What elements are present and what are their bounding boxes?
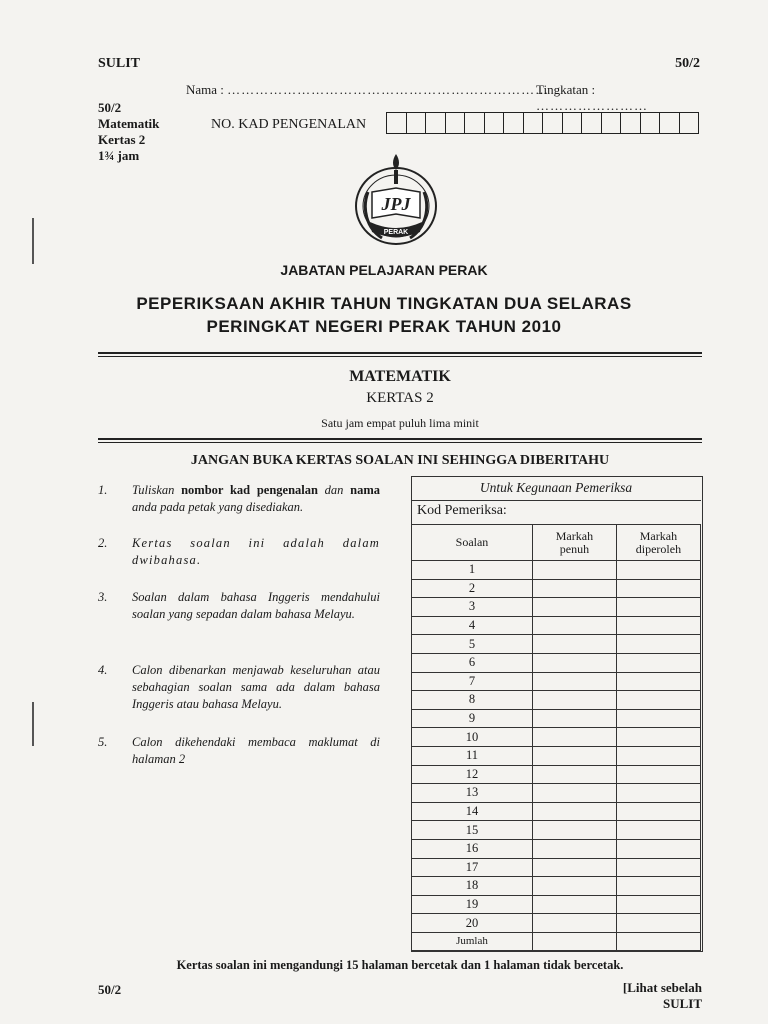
table-row <box>412 895 701 914</box>
question-number: 13 <box>412 784 533 803</box>
ic-digit-box[interactable] <box>621 113 641 133</box>
table-row <box>412 839 701 858</box>
marks-table <box>411 524 701 951</box>
table-row <box>412 616 701 635</box>
instruction-number: 2. <box>98 536 108 550</box>
paper-code-bottom: 50/2 <box>98 982 122 997</box>
question-number: 7 <box>412 672 533 691</box>
question-number: 3 <box>412 598 533 617</box>
question-number: 17 <box>412 858 533 877</box>
total-label: Jumlah <box>412 932 533 950</box>
instruction-number: 4. <box>98 663 108 677</box>
meta-code: 50/2 <box>98 100 122 115</box>
full-mark-cell[interactable] <box>532 839 616 858</box>
divider <box>98 352 702 354</box>
full-mark-cell[interactable] <box>532 635 616 654</box>
full-mark-cell[interactable] <box>532 821 616 840</box>
obtained-mark-cell[interactable] <box>616 877 700 896</box>
instruction-number: 1. <box>98 483 108 497</box>
ic-digit-box[interactable] <box>504 113 524 133</box>
obtained-mark-cell[interactable] <box>616 561 700 580</box>
question-number: 19 <box>412 895 533 914</box>
ic-number-label: NO. KAD PENGENALAN <box>211 117 367 132</box>
obtained-mark-cell[interactable] <box>616 895 700 914</box>
full-mark-cell[interactable] <box>532 914 616 933</box>
obtained-mark-cell[interactable] <box>616 709 700 728</box>
full-mark-cell[interactable] <box>532 728 616 747</box>
divider <box>411 500 701 501</box>
full-mark-cell[interactable] <box>532 579 616 598</box>
col-header-markah-diperoleh: Markah diperoleh <box>616 525 700 561</box>
table-row <box>412 709 701 728</box>
jpn-perak-logo-icon <box>348 148 444 252</box>
instruction-number: 3. <box>98 590 108 604</box>
obtained-mark-cell[interactable] <box>616 784 700 803</box>
question-number: 14 <box>412 802 533 821</box>
full-mark-cell[interactable] <box>532 709 616 728</box>
full-mark-cell[interactable] <box>532 672 616 691</box>
full-mark-cell[interactable] <box>532 802 616 821</box>
instruction-number: 5. <box>98 735 108 749</box>
total-row <box>412 932 701 950</box>
table-row <box>412 858 701 877</box>
divider <box>98 438 702 440</box>
table-row <box>412 728 701 747</box>
question-number: 4 <box>412 616 533 635</box>
paper-title: KERTAS 2 <box>366 390 434 406</box>
warning-heading: JANGAN BUKA KERTAS SOALAN INI SEHINGGA DIBERITAHU <box>190 453 610 468</box>
question-number: 6 <box>412 653 533 672</box>
sulit-label-bottom: SULIT <box>662 996 702 1011</box>
ic-digit-box[interactable] <box>563 113 583 133</box>
total-obtained-cell[interactable] <box>616 932 700 950</box>
full-mark-cell[interactable] <box>532 561 616 580</box>
question-number: 15 <box>412 821 533 840</box>
meta-duration: 1¾ jam <box>98 148 140 163</box>
tingkatan-field[interactable]: …………………… <box>536 98 648 113</box>
full-mark-cell[interactable] <box>532 877 616 896</box>
full-mark-cell[interactable] <box>532 858 616 877</box>
table-row <box>412 784 701 803</box>
obtained-mark-cell[interactable] <box>616 858 700 877</box>
paper-code-top: 50/2 <box>675 56 700 71</box>
question-number: 9 <box>412 709 533 728</box>
ic-digit-box[interactable] <box>641 113 661 133</box>
total-full-cell[interactable] <box>532 932 616 950</box>
turn-over-note <box>623 980 702 1012</box>
table-row <box>412 635 701 654</box>
ic-digit-box[interactable] <box>485 113 505 133</box>
question-number: 18 <box>412 877 533 896</box>
table-row <box>412 672 701 691</box>
table-row <box>412 765 701 784</box>
instruction-text: Calon dibenarkan menjawab keseluruhan atau sebahagian soalan sama ada dalam bahasa Inggeris atau bahasa Melayu. <box>132 663 380 711</box>
tingkatan-label: Tingkatan : <box>536 82 596 97</box>
table-row <box>412 802 701 821</box>
ic-digit-box[interactable] <box>582 113 602 133</box>
full-mark-cell[interactable] <box>532 598 616 617</box>
meta-paper: Kertas 2 <box>98 132 146 147</box>
margin-mark-bottom <box>32 702 34 746</box>
ic-digit-box[interactable] <box>680 113 699 133</box>
col-header-soalan: Soalan <box>412 525 533 561</box>
ic-digit-box[interactable] <box>660 113 680 133</box>
question-number: 5 <box>412 635 533 654</box>
question-number: 8 <box>412 691 533 710</box>
ic-digit-box[interactable] <box>524 113 544 133</box>
logo-sub: PERAK <box>383 229 409 236</box>
page-count-note: Kertas soalan ini mengandungi 15 halaman bercetak dan 1 halaman tidak bercetak. <box>176 958 624 972</box>
obtained-mark-cell[interactable] <box>616 821 700 840</box>
full-mark-cell[interactable] <box>532 765 616 784</box>
ic-digit-box[interactable] <box>407 113 427 133</box>
obtained-mark-cell[interactable] <box>616 914 700 933</box>
ic-number-boxes[interactable] <box>386 112 699 134</box>
question-number: 12 <box>412 765 533 784</box>
divider <box>98 442 702 443</box>
table-row <box>412 877 701 896</box>
exam-title-line1: PEPERIKSAAN AKHIR TAHUN TINGKATAN DUA SELARAS <box>136 294 632 313</box>
table-row <box>412 914 701 933</box>
question-number: 10 <box>412 728 533 747</box>
logo-text: JPJ <box>381 194 411 214</box>
ic-digit-box[interactable] <box>387 113 407 133</box>
full-mark-cell[interactable] <box>532 746 616 765</box>
lihat-sebelah: [Lihat sebelah <box>622 980 702 995</box>
examiner-title: Untuk Kegunaan Pemeriksa <box>479 480 633 495</box>
question-number: 16 <box>412 839 533 858</box>
full-mark-cell[interactable] <box>532 616 616 635</box>
divider <box>98 356 702 357</box>
table-row <box>412 598 701 617</box>
nama-field[interactable]: …………………………………………………………… <box>227 82 550 97</box>
col-header-markah-penuh: Markah penuh <box>532 525 616 561</box>
obtained-mark-cell[interactable] <box>616 653 700 672</box>
obtained-mark-cell[interactable] <box>616 728 700 747</box>
full-mark-cell[interactable] <box>532 784 616 803</box>
obtained-mark-cell[interactable] <box>616 672 700 691</box>
obtained-mark-cell[interactable] <box>616 598 700 617</box>
table-row <box>412 821 701 840</box>
exam-title-line2: PERINGKAT NEGERI PERAK TAHUN 2010 <box>206 317 562 336</box>
question-number: 2 <box>412 579 533 598</box>
table-row <box>412 746 701 765</box>
obtained-mark-cell[interactable] <box>616 691 700 710</box>
full-mark-cell[interactable] <box>532 653 616 672</box>
instruction-text: Calon dikehendaki membaca maklumat di halaman 2 <box>132 735 380 766</box>
obtained-mark-cell[interactable] <box>616 802 700 821</box>
instruction-text: Tuliskan nombor kad pengenalan dan nama anda pada petak yang disediakan. <box>132 483 381 514</box>
obtained-mark-cell[interactable] <box>616 765 700 784</box>
margin-mark-top <box>32 218 34 264</box>
ic-digit-box[interactable] <box>426 113 446 133</box>
examiner-code-label: Kod Pemeriksa: <box>417 503 507 518</box>
name-row <box>186 82 706 113</box>
table-row <box>412 579 701 598</box>
subject-title: MATEMATIK <box>349 368 451 385</box>
table-row <box>412 691 701 710</box>
department-title: JABATAN PELAJARAN PERAK <box>280 262 488 278</box>
sulit-label-top: SULIT <box>98 56 141 71</box>
question-number: 11 <box>412 746 533 765</box>
table-row <box>412 561 701 580</box>
ic-digit-box[interactable] <box>602 113 622 133</box>
obtained-mark-cell[interactable] <box>616 746 700 765</box>
duration-text: Satu jam empat puluh lima minit <box>321 416 479 430</box>
nama-label: Nama : <box>186 82 224 97</box>
paper-meta <box>98 100 159 164</box>
full-mark-cell[interactable] <box>532 895 616 914</box>
instruction-text: Soalan dalam bahasa Inggeris mendahului soalan yang sepadan dalam bahasa Melayu. <box>132 590 380 621</box>
meta-subject: Matematik <box>98 116 160 131</box>
table-row <box>412 653 701 672</box>
obtained-mark-cell[interactable] <box>616 635 700 654</box>
instruction-text: Kertas soalan ini adalah dalam dwibahasa. <box>132 536 380 567</box>
question-number: 1 <box>412 561 533 580</box>
obtained-mark-cell[interactable] <box>616 579 700 598</box>
obtained-mark-cell[interactable] <box>616 616 700 635</box>
ic-digit-box[interactable] <box>465 113 485 133</box>
obtained-mark-cell[interactable] <box>616 839 700 858</box>
question-number: 20 <box>412 914 533 933</box>
full-mark-cell[interactable] <box>532 691 616 710</box>
ic-digit-box[interactable] <box>446 113 466 133</box>
ic-digit-box[interactable] <box>543 113 563 133</box>
